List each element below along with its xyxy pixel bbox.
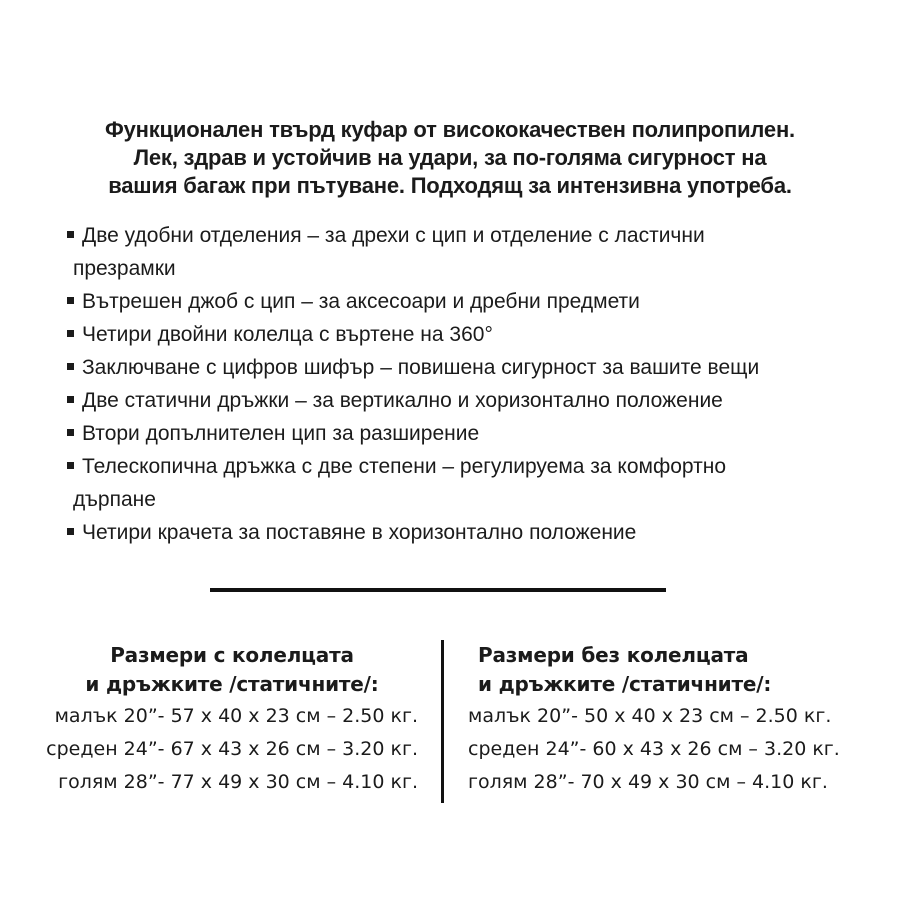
sizes-with-wheels-list — [0, 700, 418, 799]
bullet-square-icon — [67, 528, 74, 535]
sizes-with-wheels-title-line: и дръжките /статичните/: — [85, 672, 379, 696]
sizes-without-wheels-title — [478, 641, 771, 699]
feature-item-static-handles — [67, 384, 867, 417]
product-title-line: вашия багаж при пътуване. Подходящ за интензивна употреба. — [108, 173, 792, 198]
feature-text: Вътрешен джоб с цип – за аксесоари и дребни предмети — [82, 290, 640, 313]
bullet-square-icon — [67, 396, 74, 403]
bullet-square-icon — [67, 462, 74, 469]
size-row-small: малък 20”- 50 х 40 х 23 см – 2.50 кг. — [468, 705, 832, 727]
feature-text: Четири двойни колелца с въртене на 360° — [82, 323, 493, 346]
feature-text: дърпане — [73, 488, 156, 511]
sizes-with-wheels-title — [52, 641, 412, 699]
feature-item-compartments — [67, 219, 867, 285]
section-divider — [210, 588, 666, 592]
product-title — [0, 116, 900, 200]
column-divider — [441, 640, 444, 803]
feature-item-feet — [67, 516, 867, 549]
bullet-square-icon — [67, 297, 74, 304]
sizes-with-wheels-title-line: Размери с колелцата — [110, 643, 354, 667]
feature-text: Четири крачета за поставяне в хоризонтално положение — [82, 521, 637, 544]
feature-item-inner-pocket — [67, 285, 867, 318]
feature-text: Две удобни отделения – за дрехи с цип и отделение с ластични — [82, 224, 705, 247]
sizes-without-wheels-list — [468, 700, 840, 799]
size-row-medium: среден 24”- 60 х 43 х 26 см – 3.20 кг. — [468, 738, 840, 760]
feature-text: презрамки — [73, 257, 176, 280]
feature-text: Заключване с цифров шифър – повишена сигурност за вашите вещи — [82, 356, 760, 379]
size-row-small: малък 20”- 57 х 40 х 23 см – 2.50 кг. — [54, 705, 418, 727]
size-row-large: голям 28”- 70 х 49 х 30 см – 4.10 кг. — [468, 771, 828, 793]
feature-item-wheels — [67, 318, 867, 351]
bullet-square-icon — [67, 231, 74, 238]
bullet-square-icon — [67, 429, 74, 436]
sizes-without-wheels-title-line: и дръжките /статичните/: — [478, 672, 772, 696]
size-row-medium: среден 24”- 67 х 43 х 26 см – 3.20 кг. — [46, 738, 418, 760]
bullet-square-icon — [67, 363, 74, 370]
feature-item-expansion-zip — [67, 417, 867, 450]
feature-item-telescopic-handle — [67, 450, 867, 516]
bullet-square-icon — [67, 330, 74, 337]
product-title-line: Функционален твърд куфар от висококачествен полипропилен. — [105, 117, 795, 142]
feature-text: Две статични дръжки – за вертикално и хоризонтално положение — [82, 389, 723, 412]
feature-text: Втори допълнителен цип за разширение — [82, 422, 480, 445]
feature-text: Телескопична дръжка с две степени – регулируема за комфортно — [82, 455, 727, 478]
product-title-line: Лек, здрав и устойчив на удари, за по-голяма сигурност на — [133, 145, 767, 170]
sizes-without-wheels-title-line: Размери без колелцата — [478, 643, 749, 667]
size-row-large: голям 28”- 77 х 49 х 30 см – 4.10 кг. — [58, 771, 418, 793]
feature-list — [67, 219, 867, 549]
feature-item-lock — [67, 351, 867, 384]
